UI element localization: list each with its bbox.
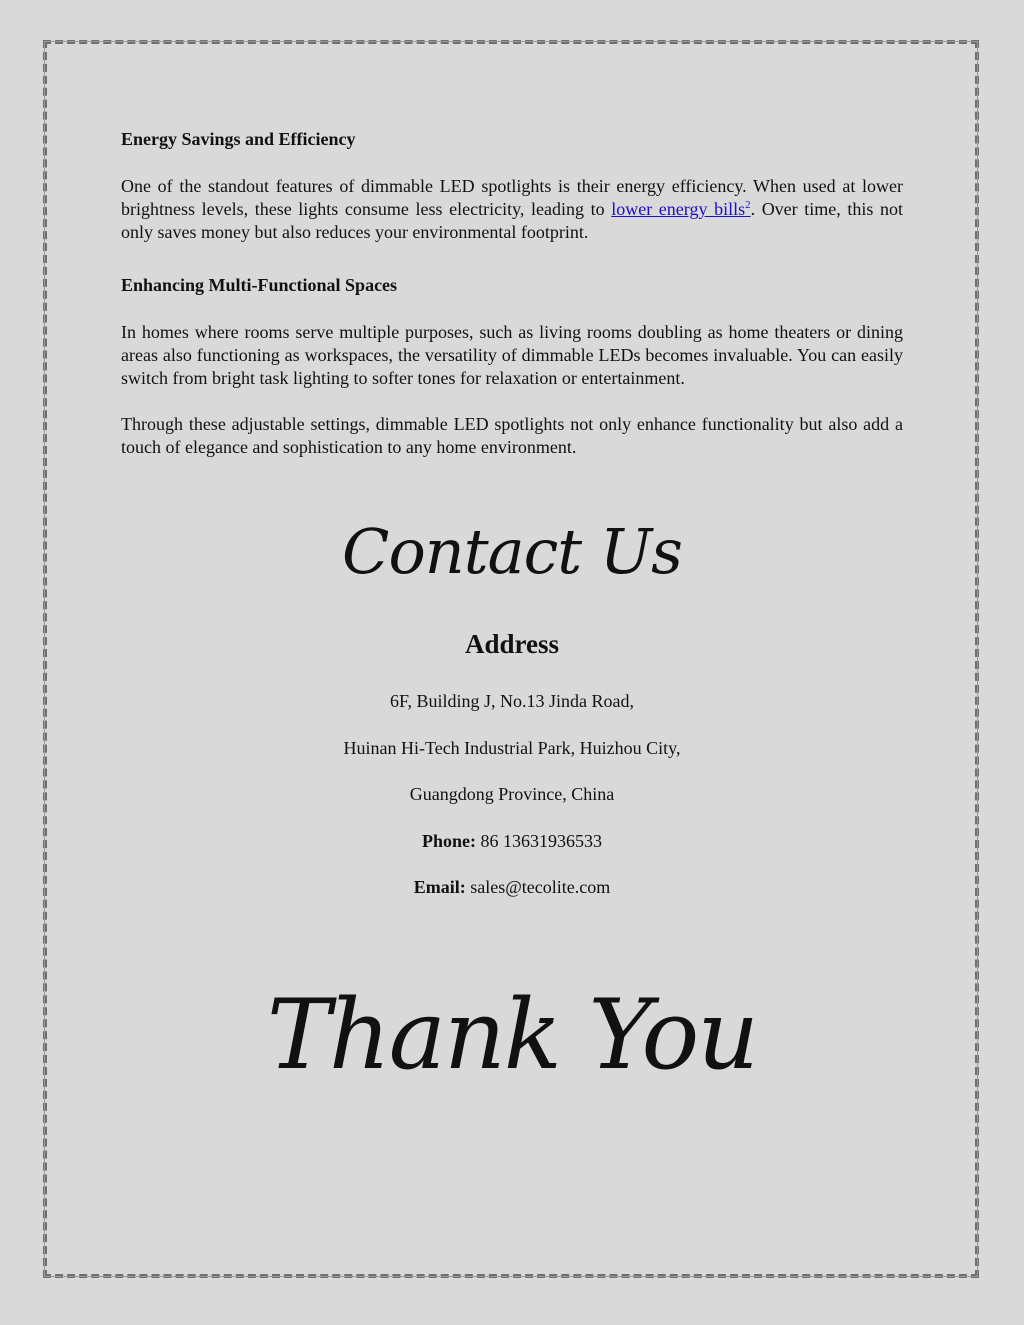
phone-label: Phone: [422, 831, 476, 851]
email-value[interactable]: sales@tecolite.com [465, 877, 611, 897]
paragraph-energy-text-2: . Over time, this not only saves money but also reduces your environmental footprint. [121, 199, 903, 242]
address-heading: Address [464, 629, 560, 659]
paragraph-spaces: In homes where rooms serve multiple purposes, such as living rooms doubling as home theaters or dining areas also functioning as workspaces, the versatility of dimmable LEDs becomes invaluable. You can easily switch from bright task lighting to softer tones for relaxation or entertainment. [121, 322, 903, 388]
contact-us-title: Contact Us [342, 515, 682, 588]
footnote-marker[interactable]: 2 [745, 199, 751, 211]
address-line-3: Guangdong Province, China [409, 784, 615, 804]
email-line [0, 875, 1024, 899]
email-label: Email: [413, 877, 466, 897]
paragraph-energy [121, 175, 903, 244]
phone-line [0, 829, 1024, 853]
address-line-2: Huinan Hi-Tech Industrial Park, Huizhou City, [343, 738, 681, 758]
section-heading-spaces: Enhancing Multi-Functional Spaces [121, 275, 398, 295]
address-line-1: 6F, Building J, No.13 Jinda Road, [389, 691, 635, 711]
link-text[interactable]: lower energy bills [611, 199, 746, 219]
section-heading-energy: Energy Savings and Efficiency [121, 129, 356, 149]
paragraph-energy-text-1: One of the standout features of dimmable LED spotlights is their energy efficiency. When used at lower brightness levels, these lights consume less electricity, leading to [121, 176, 903, 219]
phone-value[interactable]: 86 13631936533 [476, 831, 602, 851]
paragraph-closing: Through these adjustable settings, dimmable LED spotlights not only enhance functionality but also add a touch of elegance and sophistication to any home environment. [121, 414, 903, 457]
thank-you-text: Thank You [266, 979, 758, 1091]
article-body [121, 128, 903, 482]
lower-energy-bills-link[interactable] [611, 199, 750, 219]
